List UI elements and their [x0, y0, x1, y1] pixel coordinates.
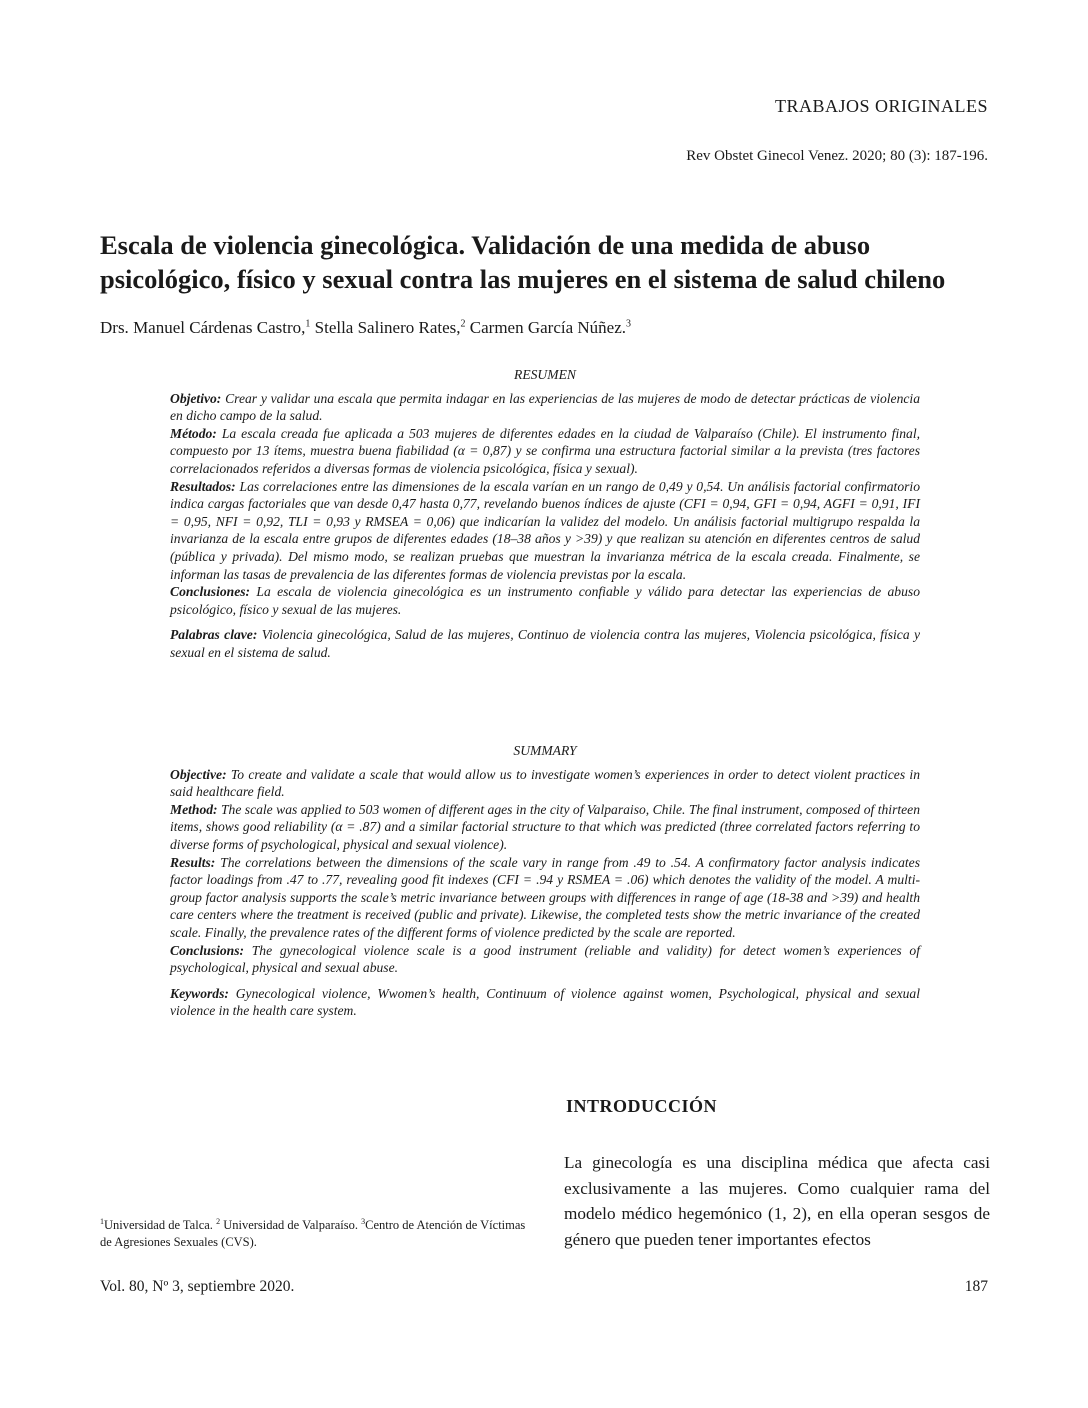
resumen-palabras-label: Palabras clave: [170, 627, 258, 643]
author-name: Stella Salinero Rates, [314, 318, 461, 337]
footnote-marker: 2 [216, 1217, 221, 1226]
author-affiliation-marker: 2 [460, 318, 466, 330]
resumen-abstract [170, 366, 920, 662]
summary-heading: SUMMARY [513, 743, 577, 758]
summary-conclusions [170, 942, 920, 977]
resumen-objetivo-label: Objetivo: [170, 390, 222, 406]
page-number: 187 [964, 1278, 988, 1295]
summary-objective-text: To create and validate a scale that would allow us to investigate women’s experiences in order to detect violent practices in said healthcare field. [170, 766, 920, 800]
author-name: Carmen García Núñez. [469, 318, 627, 337]
section-label: TRABAJOS ORIGINALES [774, 96, 988, 116]
author-name: Manuel Cárdenas Castro, [133, 318, 306, 337]
resumen-objetivo-text: Crear y validar una escala que permita indagar en las experiencias de las mujeres de modo de detectar prácticas de violencia en dicho campo de la salud. [170, 390, 920, 424]
footnote-marker: 1 [100, 1217, 104, 1226]
resumen-heading: RESUMEN [514, 367, 576, 382]
resumen-resultados-text: Las correlaciones entre las dimensiones de la escala varían en un rango de 0,49 y 0,54. Un análisis factorial confirmatorio indica cargas factoriales que van desde 0,47 hasta 0,77, revelando buenos índices de ajuste (CFI = 0,94, GFI = 0,94, AGFI = 0,91, IFI = 0,95, NFI = 0,92, TLI = 0,93 y RMSEA = 0,06) que indicarían la validez del modelo. Un análisis factorial multigrupo respalda la invarianza de la escala entre grupos de diferentes edades (18–38 años y >39) y que realizan su atención en diferentes centros de salud (pública y privada). Del mismo modo, se realizan pruebas que muestran la invarianza métrica de la escala creada. Finalmente, se informan las tasas de prevalencia de las diferentes formas de violencia previstas por la escala. [170, 478, 920, 582]
footnote-affiliation: Universidad de Talca. [104, 1218, 217, 1233]
summary-method-label: Method: [170, 801, 218, 817]
summary-results-text: The correlations between the dimensions of the scale vary in range from .49 to .54. A confirmatory factor analysis indicates factor loadings from .47 to .77, revealing good fit indexes (CFI = .94 y RSMEA = .06) which denotes the validity of the model. A multi-group factor analysis supports the scale’s metric invariance between groups with differences in range of age (18-38 and >39) and health care centers where the treatment is received (public and private). Likewise, the completed tests show the metric invariance of the created scale. Finally, the prevalence rates of the different forms of violence predicted by the scale are reported. [170, 854, 920, 940]
resumen-palabras-clave [170, 626, 920, 661]
introduction-body [564, 1150, 990, 1252]
resumen-conclusiones [170, 583, 920, 618]
resumen-metodo [170, 425, 920, 478]
journal-citation: Rev Obstet Ginecol Venez. 2020; 80 (3): 187-196. [686, 148, 988, 164]
summary-keywords [170, 985, 920, 1020]
affiliation-footnote [100, 1213, 530, 1251]
resumen-palabras-text: Violencia ginecológica, Salud de las mujeres, Continuo de violencia contra las mujeres, Violencia psicológica, física y sexual en el sistema de salud. [170, 627, 920, 660]
summary-results [170, 854, 920, 942]
author-affiliation-marker: 3 [626, 318, 632, 330]
summary-keywords-text: Gynecological violence, Wwomen’s health, Continuum of violence against women, Psychological, physical and sexual violence in the health care system. [170, 985, 920, 1019]
footnote-affiliation: Universidad de Valparaíso. [220, 1218, 362, 1233]
summary-method-text: The scale was applied to 503 women of different ages in the city of Valparaiso, Chile. The final instrument, composed of thirteen items, shows good reliability (α = .87) and a similar factorial structure to that which was predicted (three correlated factors referring to diverse forms of psychological, physical and sexual violence). [170, 801, 920, 852]
resumen-resultados [170, 478, 920, 584]
resumen-metodo-label: Método: [170, 425, 217, 441]
summary-conclusions-label: Conclusions: [170, 942, 245, 958]
resumen-conclusiones-label: Conclusiones: [170, 584, 251, 600]
summary-results-label: Results: [170, 854, 216, 870]
resumen-metodo-text: La escala creada fue aplicada a 503 mujeres de diferentes edades en la ciudad de Valparaíso (Chile). El instrumento final, compuesto por 13 ítems, muestra buena fiabilidad (α = 0,87) y se confirma una estructura factorial similar a la prevista (tres factores correlacionados referidos a diversas formas de violencia psicológica, física y sexual). [170, 425, 920, 476]
resumen-objetivo [170, 390, 920, 425]
introduction-heading: INTRODUCCIÓN [566, 1096, 718, 1116]
summary-abstract [170, 742, 920, 1020]
footnote-affiliation: Centro de Atención de Víctimas de Agresiones Sexuales (CVS). [100, 1218, 526, 1250]
introduction-paragraph: La ginecología es una disciplina médica que afecta casi exclusivamente a las mujeres. Como cualquier rama del modelo médico hegemónico (1, 2), en ella operan sesgos de género que pueden tener importantes efectos [564, 1153, 990, 1249]
author-prefix: Drs. [100, 318, 134, 337]
summary-method [170, 801, 920, 854]
author-affiliation-marker: 1 [305, 318, 311, 330]
resumen-resultados-label: Resultados: [170, 478, 236, 494]
author-list [100, 318, 631, 338]
article-title: Escala de violencia ginecológica. Validación de una medida de abuso psicológico, físico y sexual contra las mujeres en el sistema de salud chileno [100, 230, 946, 294]
summary-keywords-label: Keywords: [170, 985, 229, 1001]
footer-issue: Vol. 80, Nº 3, septiembre 2020. [100, 1278, 295, 1295]
resumen-conclusiones-text: La escala de violencia ginecológica es un instrumento confiable y válido para detectar las experiencias de abuso psicológico, físico y sexual de las mujeres. [170, 584, 920, 617]
summary-objective-label: Objective: [170, 766, 227, 782]
summary-objective [170, 766, 920, 801]
footnote-marker: 3 [361, 1217, 366, 1226]
summary-conclusions-text: The gynecological violence scale is a good instrument (reliable and validity) for detect women’s experiences of psychological, physical and sexual abuse. [170, 942, 920, 976]
